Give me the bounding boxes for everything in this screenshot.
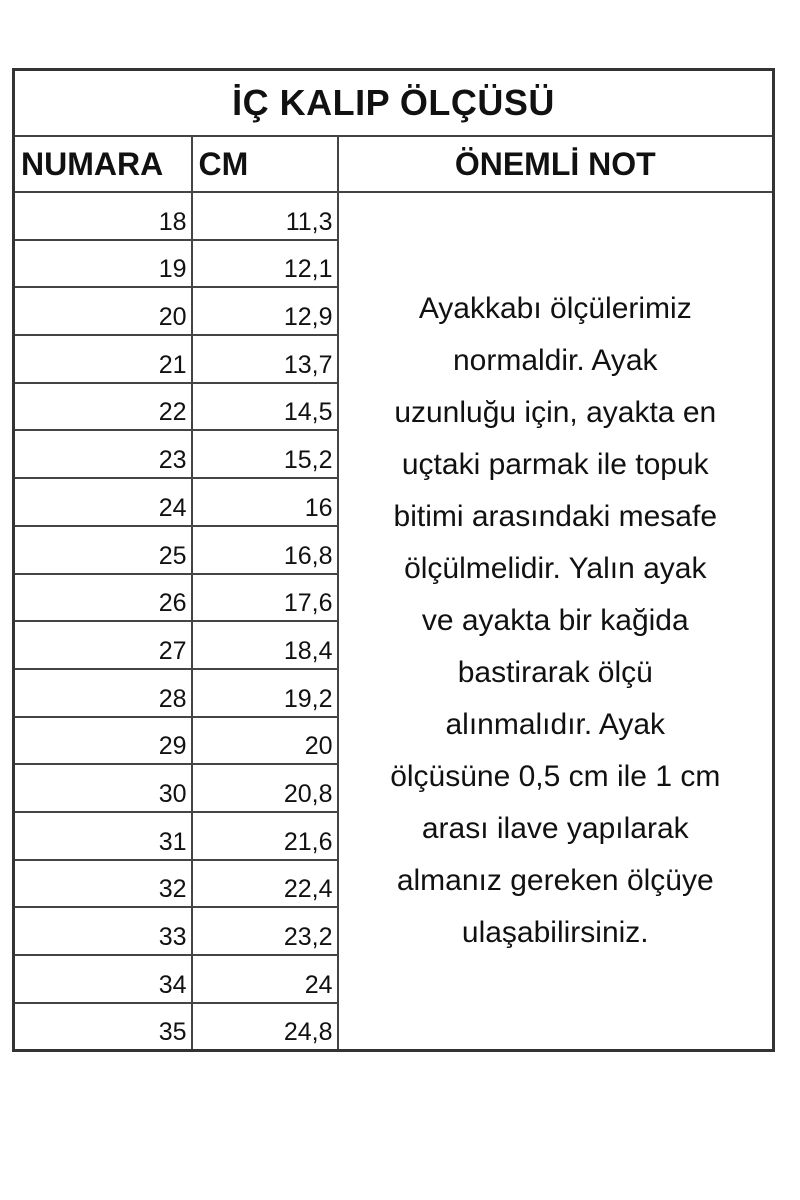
size-cm-cell: 17,6 [192, 574, 338, 622]
size-cm-cell: 13,7 [192, 335, 338, 383]
header-row [14, 136, 774, 192]
important-note-text: Ayakkabı ölçülerimiz normaldir. Ayak uzunluğu için, ayakta en uçtaki parmak ile topuk bitimi arasındaki mesafe ölçülmelidir. Yalın ayak ve ayakta bir kağida bastirarak ölçü alınmalıdır. Ayak ölçüsüne 0,5 cm ile 1 cm arası ilave yapılarak almanız gereken ölçüye ulaşabilirsiniz. [338, 192, 774, 1051]
size-cm-cell: 19,2 [192, 669, 338, 717]
size-cm-cell: 16,8 [192, 526, 338, 574]
size-number-cell: 25 [14, 526, 192, 574]
size-cm-cell: 18,4 [192, 621, 338, 669]
size-cm-cell: 21,6 [192, 812, 338, 860]
size-number-cell: 26 [14, 574, 192, 622]
size-number-cell: 23 [14, 430, 192, 478]
size-cm-cell: 15,2 [192, 430, 338, 478]
size-cm-cell: 12,9 [192, 287, 338, 335]
size-number-cell: 27 [14, 621, 192, 669]
size-cm-cell: 24,8 [192, 1003, 338, 1051]
size-cm-cell: 20 [192, 717, 338, 765]
size-number-cell: 18 [14, 192, 192, 240]
size-number-cell: 31 [14, 812, 192, 860]
size-number-cell: 24 [14, 478, 192, 526]
size-cm-cell: 22,4 [192, 860, 338, 908]
size-cm-cell: 24 [192, 955, 338, 1003]
size-cm-cell: 23,2 [192, 907, 338, 955]
size-cm-cell: 20,8 [192, 764, 338, 812]
column-header-numara: NUMARA [14, 136, 192, 192]
size-cm-cell: 12,1 [192, 240, 338, 288]
size-number-cell: 32 [14, 860, 192, 908]
size-cm-cell: 16 [192, 478, 338, 526]
size-number-cell: 34 [14, 955, 192, 1003]
size-cm-cell: 11,3 [192, 192, 338, 240]
size-number-cell: 20 [14, 287, 192, 335]
size-number-cell: 21 [14, 335, 192, 383]
size-number-cell: 30 [14, 764, 192, 812]
size-number-cell: 28 [14, 669, 192, 717]
size-rows [14, 192, 774, 1051]
column-header-cm: CM [192, 136, 338, 192]
column-header-note: ÖNEMLİ NOT [338, 136, 774, 192]
size-number-cell: 22 [14, 383, 192, 431]
title-row [14, 70, 774, 137]
size-chart-table [12, 68, 775, 1052]
table-title: İÇ KALIP ÖLÇÜSÜ [14, 70, 774, 137]
size-number-cell: 29 [14, 717, 192, 765]
size-number-cell: 35 [14, 1003, 192, 1051]
size-number-cell: 19 [14, 240, 192, 288]
table-row [14, 192, 774, 240]
size-cm-cell: 14,5 [192, 383, 338, 431]
size-number-cell: 33 [14, 907, 192, 955]
